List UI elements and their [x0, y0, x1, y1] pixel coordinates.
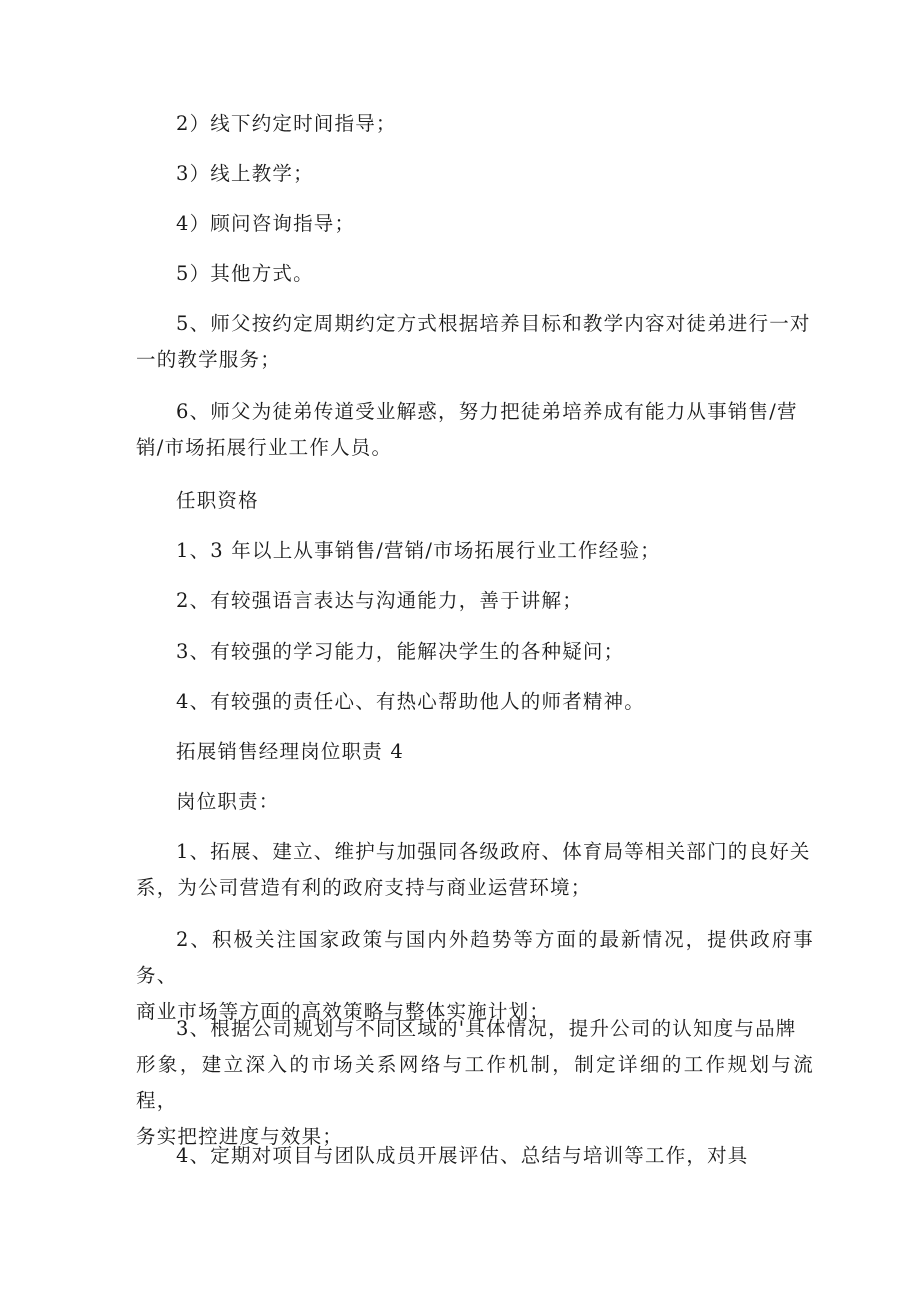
text-line: 务实把控进度与效果； — [136, 1125, 344, 1148]
text-line: 一的教学服务； — [136, 348, 281, 371]
paragraph — [136, 684, 814, 720]
text-line: 销/市场拓展行业工作人员。 — [136, 436, 393, 459]
text-line: 1、拓展、建立、维护与加强同各级政府、体育局等相关部门的良好关 — [176, 840, 811, 863]
paragraph — [136, 206, 814, 242]
paragraph — [136, 834, 814, 906]
text-line: 商业市场等方面的高效策略与整体实施计划； — [136, 1000, 551, 1023]
text-line: 4、有较强的责任心、有热心帮助他人的师者精神。 — [176, 690, 646, 713]
text-line: 2）线下约定时间指导； — [176, 112, 397, 135]
text-line: 3、根据公司规划与不同区域的'具体情况，提升公司的认知度与品牌 — [176, 1017, 797, 1040]
paragraph — [136, 306, 814, 378]
paragraph — [136, 256, 814, 292]
text-line: 2、有较强语言表达与沟通能力，善于讲解； — [176, 589, 583, 612]
text-line: 3）线上教学； — [176, 162, 314, 185]
text-line: 岗位职责： — [176, 790, 280, 813]
text-line: 6、师父为徒弟传道受业解惑，努力把徒弟培养成有能力从事销售/营 — [176, 400, 798, 423]
paragraph — [136, 634, 814, 670]
section-heading — [136, 483, 814, 519]
text-line: 系，为公司营造有利的政府支持与商业运营环境； — [136, 876, 592, 899]
text-line: 拓展销售经理岗位职责 4 — [176, 740, 405, 763]
text-line: 5、师父按约定周期约定方式根据培养目标和教学内容对徒弟进行一对 — [176, 312, 811, 335]
paragraph — [136, 583, 814, 619]
paragraph — [136, 1011, 814, 1155]
paragraph — [136, 394, 814, 466]
paragraph — [136, 156, 814, 192]
paragraph — [136, 1138, 814, 1174]
text-line: 1、3 年以上从事销售/营销/市场拓展行业工作经验； — [176, 539, 661, 562]
section-title — [136, 734, 814, 770]
text-line: 4）顾问咨询指导； — [176, 212, 356, 235]
section-heading — [136, 784, 814, 820]
paragraph — [136, 533, 814, 569]
text-line: 5）其他方式。 — [176, 262, 314, 285]
paragraph — [136, 106, 814, 142]
text-line: 形象，建立深入的市场关系网络与工作机制，制定详细的工作规划与流程， — [136, 1053, 814, 1112]
text-line: 任职资格 — [176, 489, 259, 512]
text-line: 3、有较强的学习能力，能解决学生的各种疑问； — [176, 640, 625, 663]
text-line: 2、积极关注国家政策与国内外趋势等方面的最新情况，提供政府事务、 — [136, 928, 814, 987]
text-line: 4、定期对项目与团队成员开展评估、总结与培训等工作，对具 — [176, 1144, 749, 1167]
